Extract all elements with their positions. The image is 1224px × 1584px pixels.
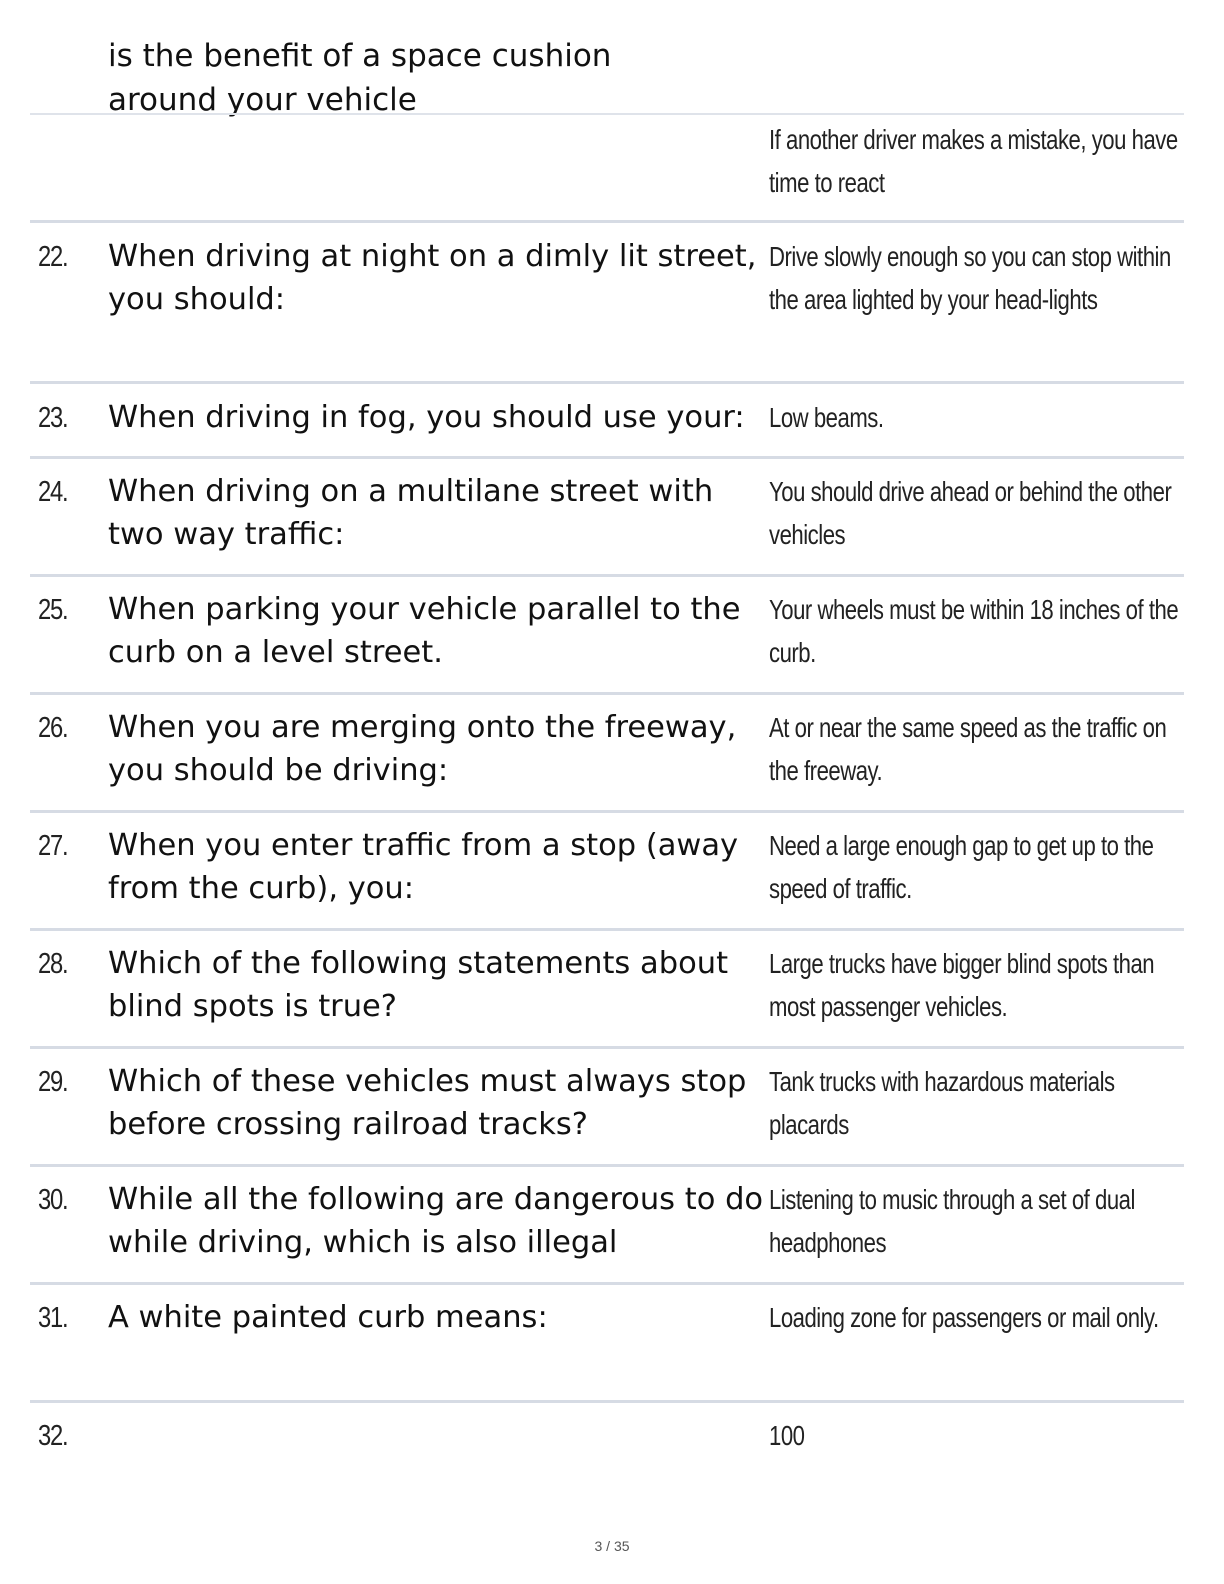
question-text: Which of these vehicles must always stop before crossing railroad tracks? [108, 1064, 747, 1142]
question-text: When parking your vehicle parallel to the curb on a level street. [108, 592, 741, 670]
row-divider [30, 928, 1184, 931]
answer-text: Need a large enough gap to get up to the speed of traffic. [769, 830, 1154, 904]
question-number: 26. [38, 712, 68, 744]
answer-text: Low beams. [769, 402, 884, 433]
question-text: When you are merging onto the freeway, you should be driving: [108, 710, 737, 788]
row-divider [30, 810, 1184, 813]
row-divider [30, 456, 1184, 459]
row-divider [30, 1164, 1184, 1167]
answer-text: Your wheels must be within 18 inches of the curb. [769, 594, 1179, 668]
question-text: While all the following are dangerous to do while driving, which is also illegal [108, 1182, 764, 1260]
question-text: When driving at night on a dimly lit street, you should: [108, 239, 757, 317]
row-divider [30, 692, 1184, 695]
carryover-answer: If another driver makes a mistake, you have time to react [769, 124, 1178, 198]
answer-text: Listening to music through a set of dual headphones [769, 1184, 1135, 1258]
answer-text: Loading zone for passengers or mail only. [769, 1302, 1159, 1333]
question-number: 28. [38, 948, 68, 980]
answer-text: 100 [769, 1420, 805, 1451]
row-divider [30, 1046, 1184, 1049]
answer-text: You should drive ahead or behind the other vehicles [769, 476, 1172, 550]
question-number: 30. [38, 1184, 68, 1216]
answer-text: Drive slowly enough so you can stop within the area lighted by your head-lights [769, 241, 1171, 315]
question-text: When you enter traffic from a stop (away from the curb), you: [108, 828, 739, 906]
question-number: 23. [38, 402, 68, 434]
question-number: 29. [38, 1066, 68, 1098]
question-number: 25. [38, 594, 68, 626]
row-divider [30, 1282, 1184, 1285]
row-divider [30, 574, 1184, 577]
question-number: 27. [38, 830, 68, 862]
answer-text: Tank trucks with hazardous materials placards [769, 1066, 1115, 1140]
question-number: 24. [38, 476, 68, 508]
answer-text: At or near the same speed as the traffic on the freeway. [769, 712, 1167, 786]
page-number: 3 / 35 [594, 1538, 630, 1554]
answer-text: Large trucks have bigger blind spots than most passenger vehicles. [769, 948, 1155, 1022]
question-text: Which of the following statements about blind spots is true? [108, 946, 729, 1024]
row-divider [30, 1400, 1184, 1403]
question-text: A white painted curb means: [108, 1300, 548, 1335]
row-divider [30, 113, 1184, 115]
question-text: When driving in fog, you should use your: [108, 400, 745, 435]
question-number: 22. [38, 241, 68, 273]
row-divider [30, 220, 1184, 223]
row-divider [30, 381, 1184, 384]
question-text: When driving on a multilane street with two way traffic: [108, 474, 714, 552]
carryover-question: is the benefit of a space cushion around your vehicle [108, 38, 612, 118]
question-number: 32. [38, 1420, 68, 1452]
question-number: 31. [38, 1302, 68, 1334]
